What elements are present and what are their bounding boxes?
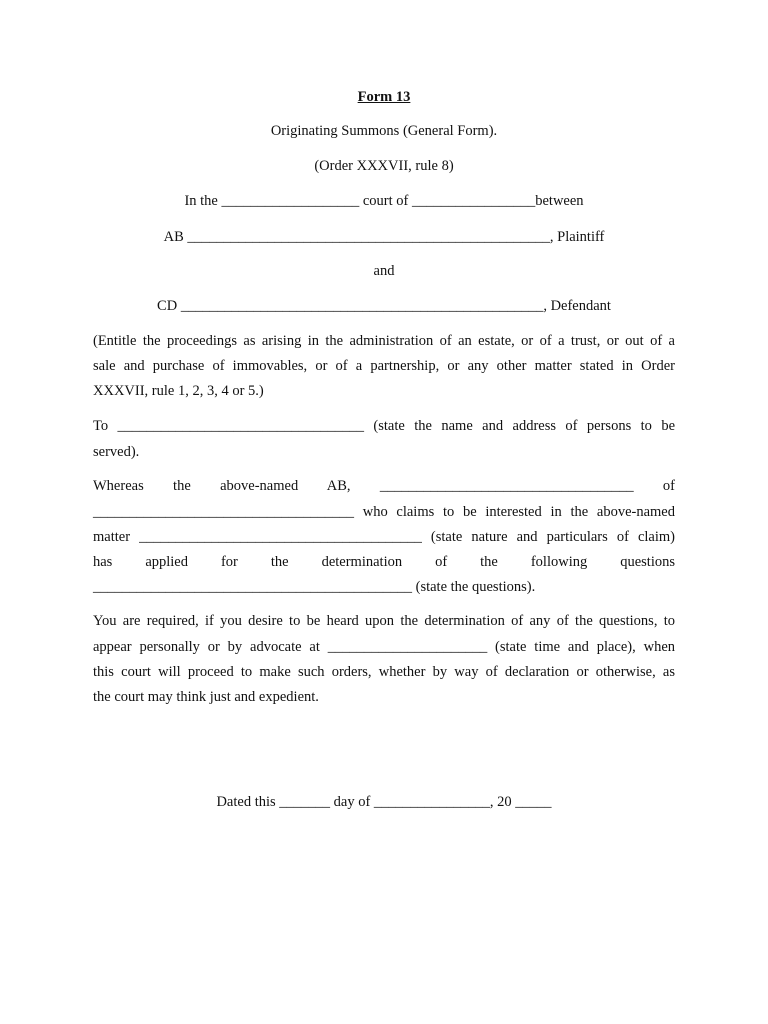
entitle-line-1: (Entitle the proceedings as arising in the administration of an estate, or of a trust, or out of a bbox=[93, 333, 675, 349]
required-line-4: the court may think just and expedient. bbox=[93, 689, 319, 705]
dated-line: Dated this _______ day of ________________, 20 _____ bbox=[216, 794, 552, 810]
defendant-line: CD __________________________________________________, Defendant bbox=[157, 298, 611, 314]
entitle-line-3: XXXVII, rule 1, 2, 3, 4 or 5.) bbox=[93, 383, 264, 399]
and-word: and bbox=[373, 263, 395, 279]
whereas-line-3: matter _______________________________________ (state nature and particulars of claim) bbox=[93, 529, 675, 545]
form-subtitle: Originating Summons (General Form). bbox=[270, 123, 498, 139]
whereas-line-5: ____________________________________________ (state the questions). bbox=[93, 579, 536, 595]
entitle-line-2: sale and purchase of immovables, or of a partnership, or any other matter stated in Order bbox=[93, 358, 675, 374]
required-line-2: appear personally or by advocate at ______________________ (state time and place), when bbox=[93, 639, 675, 655]
whereas-line-4: has applied for the determination of the following questions bbox=[93, 554, 675, 570]
to-line-2: served). bbox=[93, 444, 140, 460]
plaintiff-line: AB __________________________________________________, Plaintiff bbox=[163, 229, 605, 245]
whereas-line-2: ____________________________________ who claims to be interested in the above-named bbox=[93, 504, 675, 520]
to-line-1: To __________________________________ (state the name and address of persons to be bbox=[93, 418, 675, 434]
form-title: Form 13 bbox=[357, 89, 411, 105]
order-reference: (Order XXXVII, rule 8) bbox=[314, 158, 454, 174]
required-line-1: You are required, if you desire to be heard upon the determination of any of the questions, to bbox=[93, 613, 675, 629]
required-line-3: this court will proceed to make such orders, whether by way of declaration or otherwise, as bbox=[93, 664, 675, 680]
court-line: In the ___________________ court of _________________between bbox=[184, 193, 584, 209]
whereas-line-1: Whereas the above-named AB, ___________________________________ of bbox=[93, 478, 675, 494]
